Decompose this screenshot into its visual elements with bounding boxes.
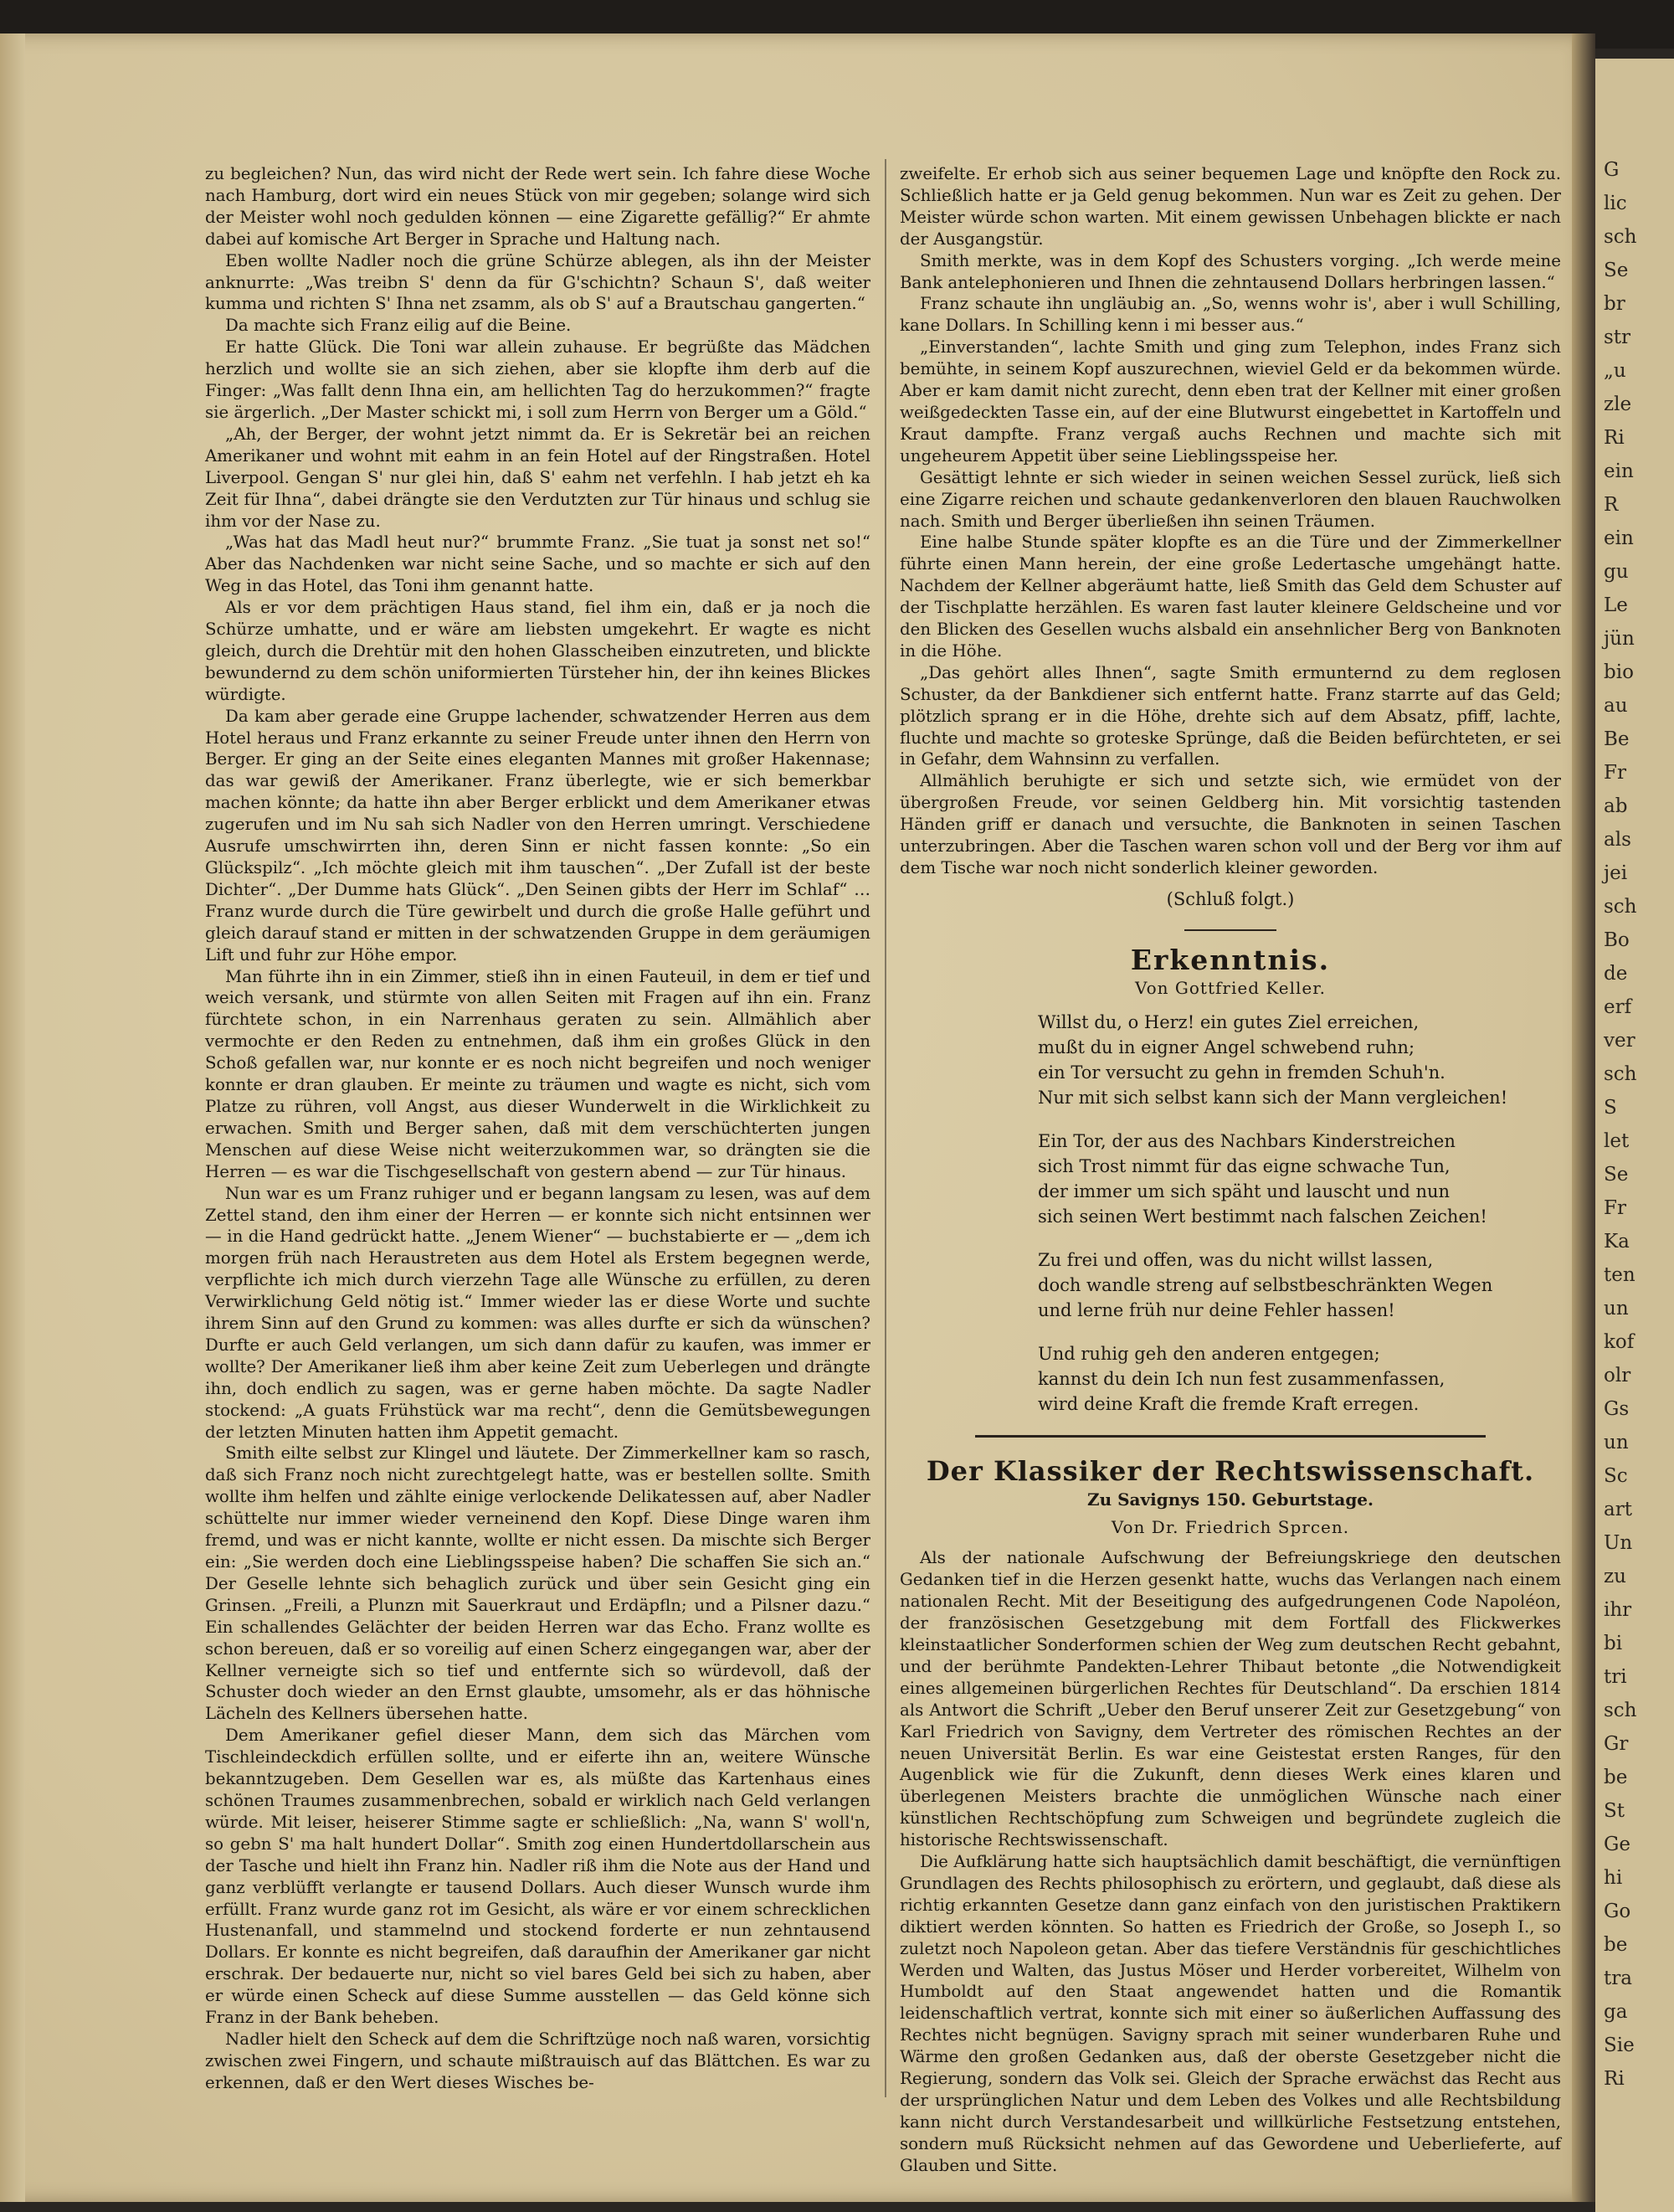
adjacent-page-fragment: „u [1604,360,1626,382]
adjacent-page-fragment: ab [1604,795,1628,817]
adjacent-page-fragment: be [1604,1767,1628,1788]
paragraph: Nun war es um Franz ruhiger und er begann langsam zu lesen, was auf dem Zettel stand, den ihm einer der Herren — er konnte sich nicht entsinnen wer — in die Hand gedrückt hatte. „Jenem Wiener“ — buchstabierte er — „dem ich morgen früh nach Heraustreten aus dem Hotel als Erstem begegnen werde, verpflichte ich mich durch vierzehn Tage alle Wünsche zu erfüllen, zu deren Verwirklichung Geld nötig ist.“ Immer wieder las er diese Worte und suchte ihrem Sinn auf den Grund zu kommen: was alles durfte er sich da wünschen? Durfte er auch Geld verlangen, um sich dann dafür zu kaufen, was immer er wollte? Der Amerikaner ließ ihm aber keine Zeit zum Ueberlegen und drängte ihn, doch endlich zu sagen, was er gerne haben möchte. Da sagte Nadler stockend: „A guats Frühstück war ma recht“, denn die Gemütsbewegungen der letzten Minuten hatten ihm Appetit gemacht. [205,1183,870,1442]
paragraph: Da kam aber gerade eine Gruppe lachender, schwatzender Herren aus dem Hotel heraus und Franz erkannte zu seiner Freude unter ihnen den Herrn von Berger. Er ging an der Seite eines eleganten Mannes mit großer Hakennase; das war gewiß der Amerikaner. Franz überlegte, wie er sich bemerkbar machen könnte; da hatte ihn aber Berger erblickt und dem Amerikaner etwas zugerufen und im Nu sah sich Nadler von den Herren umringt. Verschiedene Ausrufe umschwirrten ihn, deren Sinn er nicht fassen konnte: „So ein Glückspilz“. „Ich möchte gleich mit ihm tauschen“. „Der Zufall ist der beste Dichter“. „Der Dumme hats Glück“. „Den Seinen gibts der Herr im Schlaf“ … Franz wurde durch die Türe gewirbelt und durch die große Halle geführt und gleich darauf stand er mitten in der schwatzenden Gruppe in dem geräumigen Lift und fuhr zur Höhe empor. [205,706,870,965]
adjacent-page-fragment: tri [1604,1666,1627,1688]
adjacent-page-fragment: Gr [1604,1733,1629,1755]
article-body [900,1547,1561,2176]
adjacent-page-fragment: br [1604,293,1625,315]
adjacent-page-fragment: ver [1604,1030,1635,1052]
poem-stanza [1038,1129,1561,1229]
adjacent-page-fragment: S [1604,1097,1617,1119]
adjacent-page-fragment: Ri [1604,427,1625,449]
paragraph: Franz schaute ihn ungläubig an. „So, wenns wohr is', aber i wull Schilling, kane Dollars. In Schilling kenn i mi besser aus.“ [900,294,1561,336]
adjacent-page-fragment: ga [1604,2001,1628,2023]
paragraph: Eine halbe Stunde später klopfte es an die Türe und der Zimmerkellner führte einen Mann herein, der eine große Ledertasche umgehängt hatte. Nachdem der Kellner abgeräumt hatte, ließ Smith das Geld dem Schuster auf der Tischplatte herzählen. Es waren fast lauter kleinere Geldscheine und vor den Blicken des Gesellen wuchs alsbald ein ansehnlicher Berg von Banknoten in die Höhe. [900,532,1561,661]
story-continuation [900,163,1561,879]
paragraph: „Ah, der Berger, der wohnt jetzt nimmt da. Er is Sekretär bei an reichen Amerikaner und wohnt mit eahm in an fein Hotel auf der Ringstraßen. Hotel Liverpool. Gengan S' nur glei hin, daß S' eahm net verfehln. I hab jetzt eh ka Zeit für Ihna“, dabei drängte sie den Verdutzten zur Tür hinaus und schlug sie ihm vor der Nase zu. [205,424,870,531]
adjacent-page-fragment: Fr [1604,762,1626,784]
adjacent-page-fragment: zle [1604,394,1632,415]
poem-body [1038,1010,1561,1417]
adjacent-page-fragment: sch [1604,896,1637,918]
adjacent-page-fragment: olr [1604,1365,1631,1386]
paragraph: „Das gehört alles Ihnen“, sagte Smith ermunternd zu dem reglosen Schuster, da der Bankdiener sich entfernt hatte. Franz starrte auf das Geld; plötzlich sprang er in die Höhe, drehte sich auf dem Absatz, pfiff, lachte, fluchte und machte so groteske Sprünge, daß die Beiden befürchteten, er sei in Gefahr, dem Wahnsinn zu verfallen. [900,662,1561,769]
poem-verse: mußt du in eigner Angel schwebend ruhn; [1038,1037,1415,1057]
adjacent-page-fragment: jün [1604,628,1635,650]
paragraph: Er hatte Glück. Die Toni war allein zuhause. Er begrüßte das Mädchen herzlich und wollte sie an sich ziehen, aber sie klopfte ihm derb auf die Finger: „Was fallt denn Ihna ein, am hellichten Tag do herzukommen?“ fragte sie ärgerlich. „Der Master schickt mi, i soll zum Herrn von Berger um a Göld.“ [205,337,870,422]
paragraph: Man führte ihn in ein Zimmer, stieß ihn in einen Fauteuil, in dem er tief und weich versank, und stürmte von allen Seiten mit Fragen auf ihn ein. Franz fürchtete schon, in ein Narrenhaus geraten zu sein. Allmählich aber vermochte er den Reden zu entnehmen, daß ihm ein großes Glück in den Schoß gefallen war, nur konnte er es noch nicht begreifen und noch weniger konnte er dran glauben. Er meinte zu träumen und wagte es nicht, sich vom Platze zu rühren, voll Angst, aus dieser Wunderwelt in die Wirklichkeit zu erwachen. Smith und Berger sahen, daß mit dem verschüchterten jungen Menschen auf diese Weise nicht weiterzukommen war, so drängten sie die Herren — es war die Tischgesellschaft von gestern abend — zur Tür hinaus. [205,966,870,1181]
paragraph: Allmählich beruhigte er sich und setzte sich, wie ermüdet von der übergroßen Freude, vor seinen Geldberg hin. Mit vorsichtig tastenden Händen griff er danach und versuchte, die Banknoten in seinen Taschen unterzubringen. Aber die Taschen waren schon voll und der Berg vor ihm auf dem Tische war noch nicht sonderlich kleiner geworden. [900,771,1561,877]
adjacent-page-fragment: sch [1604,1700,1637,1721]
poem-title: Erkenntnis. [1130,943,1331,976]
adjacent-page-fragment: Se [1604,260,1629,281]
adjacent-page-fragment: gu [1604,561,1629,583]
adjacent-page-fragment: ten [1604,1264,1635,1286]
adjacent-page-fragment: ein [1604,460,1634,482]
article-title: Der Klassiker der Rechtswissenschaft. [926,1454,1535,1487]
adjacent-page-fragment: Sc [1604,1465,1628,1487]
adjacent-page-fragment: zu [1604,1566,1626,1587]
paragraph: Nadler hielt den Scheck auf dem die Schriftzüge noch naß waren, vorsichtig zwischen zwei Fingern, und schaute mißtrauisch auf das Blättchen. Es war zu erkennen, daß er den Wert dieses Wisches be- [205,2029,870,2092]
right-column [900,163,1561,2177]
adjacent-page-fragment: Ge [1604,1834,1630,1855]
article-byline: Von Dr. Friedrich Sprcen. [1111,1517,1350,1538]
paragraph: Gesättigt lehnte er sich wieder in seinen weichen Sessel zurück, ließ sich eine Zigarre reichen und schaute gedankenverloren den blauen Rauchwolken nach. Smith und Berger überließen ihn seinen Träumen. [900,467,1561,531]
poem-verse: wird deine Kraft die fremde Kraft erregen. [1038,1393,1420,1414]
paragraph: „Was hat das Madl heut nur?“ brummte Franz. „Sie tuat ja sonst net so!“ Aber das Nachdenken war nicht seine Sache, und so machte er sich auf den Weg in das Hotel, das Toni ihm genannt hatte. [205,532,870,596]
adjacent-page-fragment: sch [1604,1063,1637,1085]
adjacent-page-fragment: jei [1604,862,1628,884]
left-column-story [205,163,870,2094]
adjacent-page-fragment: art [1604,1499,1632,1520]
adjacent-page-fragment: R [1604,494,1619,516]
paragraph: zu begleichen? Nun, das wird nicht der Rede wert sein. Ich fahre diese Woche nach Hamburg, dort wird ein neues Stück von mir gegeben; solange wird sich der Meister wohl noch gedulden können — eine Zigarette gefällig?“ Er ahmte dabei auf komische Art Berger in Sprache und Haltung nach. [205,164,870,249]
adjacent-page-fragment: Un [1604,1532,1633,1554]
paragraph: „Einverstanden“, lachte Smith und ging zum Telephon, indes Franz sich bemühte, in seinem Kopf auszurechnen, wieviel Geld er da bekommen würde. Aber er kam damit nicht zurecht, denn eben trat der Kellner mit einer großen weißgedeckten Tasse ein, auf der eine Blutwurst eingebettet in Kartoffeln und Kraut dampfte. Franz vergaß auchs Rechnen und machte sich mit ungeheurem Appetit über seine Lieblingsspeise her. [900,337,1561,466]
page-left-edge [0,33,25,2202]
poem-verse: sich Trost nimmt für das eigne schwache Tun, [1038,1155,1451,1176]
paragraph: Die Aufklärung hatte sich hauptsächlich damit beschäftigt, die vernünftigen Grundlagen des Rechts philosophisch zu erörtern, und geglaubt, daß diese als richtig erkannten Gesetze dann ganz einfach von den juristischen Praktikern diktiert werden könnten. So hatten es Friedrich der Große, so Joseph I., so zuletzt noch Napoleon getan. Aber das tiefere Verständnis für geschichtliches Werden und Walten, das Justus Möser und Herder vorbereitet, Wilhelm von Humboldt auf den Staat angewendet hatten und die Romantik leidenschaftlich vertrat, konnte sich mit einer so äußerlichen Auffassung des Rechtes nicht begnügen. Savigny sprach mit seiner wunderbaren Ruhe und Wärme den großen Gedanken aus, daß der oberste Gesetzgeber nicht die Regierung, sondern das Volk sei. Gleich der Sprache erwächst das Recht aus der ursprünglichen Natur und dem Leben des Volkes und alle Rechtsbildung kann nicht durch Verstandesarbeit und willkürliche Festsetzung entstehen, sondern muß Rücksicht nehmen auf das Gewordene und Ueberlieferte, auf Glauben und Sitte. [900,1852,1561,2175]
adjacent-page-fragment: de [1604,963,1628,985]
adjacent-page-fragment: au [1604,695,1628,717]
adjacent-page-fragment: Go [1604,1901,1631,1922]
section-rule [1184,929,1276,931]
poem-verse: Ein Tor, der aus des Nachbars Kinderstreichen [1038,1130,1456,1151]
adjacent-page-fragment: Bo [1604,929,1630,951]
poem-stanza [1038,1341,1561,1417]
adjacent-page-fragment: be [1604,1934,1628,1956]
binding-gutter [1572,33,1595,2202]
column-divider [885,159,886,2097]
adjacent-page-fragment: G [1604,159,1620,181]
adjacent-page-fragment: als [1604,829,1631,851]
paragraph: Als der nationale Aufschwung der Befreiungskriege den deutschen Gedanken tief in die Herzen gesenkt hatte, wuchs das Verlangen nach einem nationalen Recht. Mit der Beseitigung des aufgedrungenen Code Napoléon, der französischen Gesetzgebung mit dem Fortfall des Flickwerkes kleinstaatlicher Sonderformen schien der Weg zum deutschen Recht gebahnt, und der berühmte Pandekten-Lehrer Thibaut betonte „die Notwendigkeit eines allgemeinen bürgerlichen Rechtes für Deutschland“. Da erschien 1814 als Antwort die Schrift „Ueber den Beruf unserer Zeit zur Gesetzgebung“ von Karl Friedrich von Savigny, dem Vertreter des römischen Rechtes an der neuen Universität Berlin. Es war eine Geistestat ersten Ranges, für den Augenblick wie für die Zukunft, denn dieses Werk eines klaren und überlegenen Meisters brachte die unmöglichen Wünsche nach einer künstlichen Rechtschöpfung zum Schweigen und begründete zugleich die historische Rechtswissenschaft. [900,1548,1561,1850]
adjacent-page-fragment: hi [1604,1867,1623,1889]
paragraph: Dem Amerikaner gefiel dieser Mann, dem sich das Märchen vom Tischleindeckdich erfüllen sollte, und er eiferte ihn an, weitere Wünsche bekanntzugeben. Dem Gesellen war es, als müßte das Kartenhaus eines schönen Traumes zusammenbrechen, sobald er wirklich nach Geld verlangen würde. Mit leiser, heiserer Stimme sagte er schließlich: „Na, wann S' woll'n, so gebn S' ma halt hundert Dollar“. Smith zog einen Hundertdollarschein aus der Tasche und hielt ihn Franz hin. Nadler riß ihm die Note aus der Hand und ganz verblüfft verlangte er tausend Dollars. Auch dieser Wunsch wurde ihm erfüllt. Franz wurde ganz rot im Gesicht, als wäre er vor einem schrecklichen Hustenanfall, und stammelnd und stockend forderte er nun zehntausend Dollars. Er konnte es nicht begreifen, daß daraufhin der Amerikaner gar nicht erschrak. Der bedauerte nur, nicht so viel bares Geld bei sich zu haben, aber er würde einen Scheck auf diese Summe ausstellen — das Geld könne sich Franz in der Bank beheben. [205,1726,870,2028]
paragraph: Smith eilte selbst zur Klingel und läutete. Der Zimmerkellner kam so rasch, daß sich Franz noch nicht zurechtgelegt hatte, was er bestellen sollte. Smith wollte ihm helfen und zählte einige verlockende Delikatessen auf, aber Nadler schüttelte nur immer wieder verneinend den Kopf. Diese Dinge waren ihm fremd, und was er nicht kannte, wollte er nicht essen. Da mischte sich Berger ein: „Sie werden doch eine Lieblingsspeise haben? Die schaffen Sie sich an.“ Der Geselle lehnte sich behaglich zurück und über sein Gesicht ging ein Grinsen. „Freili, a Plunzn mit Sauerkraut und Erdäpfln; und a Pilsner dazu.“ Ein schallendes Gelächter der beiden Herren war das Echo. Franz wollte es schon bereuen, daß er so voreilig auf einen Scherz eingegangen war, aber der Kellner verneigte sich so tief und entfernte sich so würdevoll, daß der Schuster doch wieder an den Ernst glaubte, umsomehr, als er das höhnische Lächeln des Kellners übersehen hatte. [205,1443,870,1724]
adjacent-page-strip [1595,59,1674,2212]
paragraph: Als er vor dem prächtigen Haus stand, fiel ihm ein, daß er ja noch die Schürze umhatte, und er wäre am liebsten umgekehrt. Er wagte es nicht gleich, durch die Drehtür mit den hohen Glasscheiben einzutreten, und blickte bewundernd zu dem schön uniformierten Türsteher hin, der ihn keines Blickes würdigte. [205,598,870,704]
poem-verse: Und ruhig geh den anderen entgegen; [1038,1343,1380,1364]
adjacent-page-fragment: bi [1604,1633,1623,1654]
paragraph: Eben wollte Nadler noch die grüne Schürze ablegen, als ihn der Meister anknurrte: „Was treibn S' denn da für G'schichtn? Schaun S', daß weiter kumma und richten S' Ihna net zsamm, als ob S' auf a Brautschau gangerten.“ [205,250,870,314]
section-rule-wide [975,1435,1486,1438]
poem-verse: Willst du, o Herz! ein gutes Ziel erreichen, [1038,1011,1420,1032]
poem-verse: doch wandle streng auf selbstbeschränkten Wegen [1038,1274,1493,1295]
continuation-note: (Schluß folgt.) [1166,888,1295,909]
adjacent-page-fragment: Se [1604,1164,1629,1186]
adjacent-page-fragment: kof [1604,1331,1635,1353]
poem-verse: und lerne früh nur deine Fehler hassen! [1038,1299,1395,1320]
adjacent-page-fragment: str [1604,327,1631,348]
adjacent-page-fragment: ein [1604,527,1634,549]
adjacent-page-fragment: Be [1604,728,1630,750]
adjacent-page-fragment: let [1604,1130,1630,1152]
poem-verse: der immer um sich späht und lauscht und nun [1038,1181,1451,1201]
poem-stanza [1038,1247,1561,1323]
adjacent-page-fragment: St [1604,1800,1625,1822]
adjacent-page-fragment: erf [1604,996,1632,1018]
poem-verse: Zu frei und offen, was du nicht willst lassen, [1038,1249,1434,1270]
poem-verse: Nur mit sich selbst kann sich der Mann vergleichen! [1038,1087,1508,1108]
poem-verse: ein Tor versucht zu gehn in fremden Schuh'n. [1038,1062,1445,1083]
adjacent-page-fragment: Ka [1604,1231,1630,1253]
paragraph: Smith merkte, was in dem Kopf des Schusters vorging. „Ich werde meine Bank antelephonieren und Ihnen die zehntausend Dollars herbringen lassen.“ [900,250,1561,292]
poem-verse: kannst du dein Ich nun fest zusammenfassen, [1038,1368,1445,1389]
paragraph: zweifelte. Er erhob sich aus seiner bequemen Lage und knöpfte den Rock zu. Schließlich hatte er ja Geld genug bekommen. Nun war es Zeit zu gehen. Der Meister würde schon warten. Mit einem gewissen Unbehagen blickte er nach der Ausgangstür. [900,164,1561,249]
adjacent-page-fragment: bio [1604,661,1634,683]
adjacent-page-fragment: lic [1604,193,1627,214]
adjacent-page-fragment: un [1604,1432,1629,1453]
paragraph: Da machte sich Franz eilig auf die Beine. [225,316,572,336]
adjacent-page-fragment: Gs [1604,1398,1630,1420]
adjacent-page-fragment: tra [1604,1968,1632,1989]
poem-verse: sich seinen Wert bestimmt nach falschen Zeichen! [1038,1206,1487,1227]
poem-byline: Von Gottfried Keller. [1135,977,1326,998]
poem-stanza [1038,1010,1561,1110]
adjacent-page-fragment: Sie [1604,2035,1635,2056]
adjacent-page-fragment: Ri [1604,2068,1625,2090]
article-subtitle: Zu Savignys 150. Geburtstage. [1086,1489,1374,1510]
adjacent-page-fragment: un [1604,1298,1629,1319]
adjacent-page-fragment: Fr [1604,1197,1626,1219]
adjacent-page-fragment: Le [1604,594,1628,616]
adjacent-page-fragment: sch [1604,226,1637,248]
adjacent-page-fragment: ihr [1604,1599,1632,1621]
